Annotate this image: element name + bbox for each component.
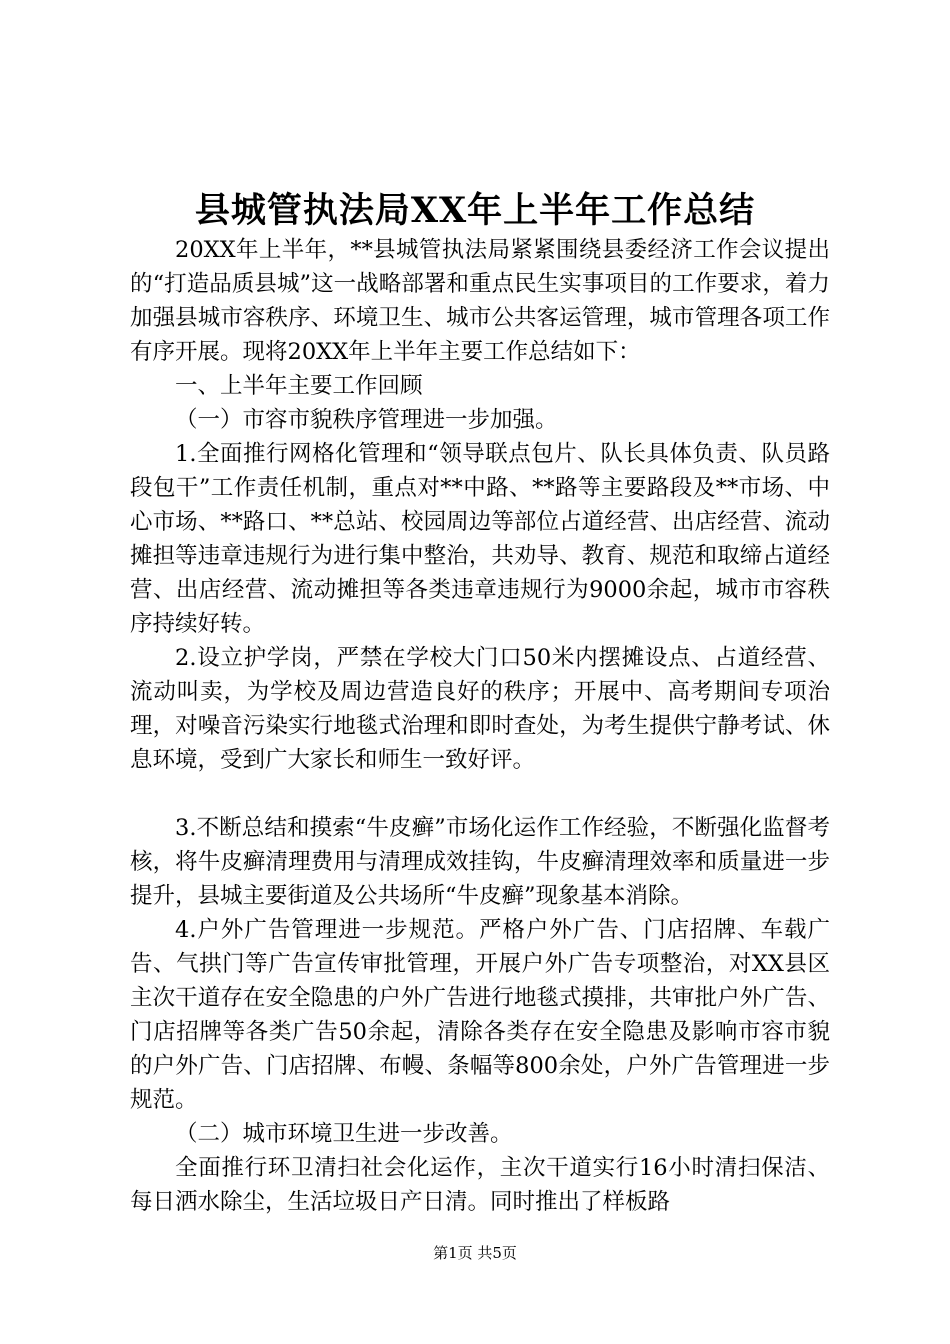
document-body <box>130 233 830 1219</box>
paragraph-item-4: 4.户外广告管理进一步规范。严格户外广告、门店招牌、车载广告、气拱门等广告宣传审批管理，开展户外广告专项整治，对XX县区主次干道存在安全隐患的户外广告进行地毯式摸排，共审批户外广告、门店招牌等各类广告50余起，清除各类存在安全隐患及影响市容市貌的户外广告、门店招牌、布幔、条幅等800余处，户外广告管理进一步规范。 <box>130 917 830 1113</box>
page-footer: 第1页 共5页 <box>433 1244 517 1262</box>
blank-line <box>130 777 830 811</box>
subsection-heading: （二）城市环境卫生进一步改善。 <box>175 1121 513 1147</box>
subsection-heading: （一）市容市貌秩序管理进一步加强。 <box>175 407 558 433</box>
section-heading: 一、上半年主要工作回顾 <box>175 373 423 399</box>
paragraph-item-1: 1.全面推行网格化管理和“领导联点包片、队长具体负责、队员路段包干”工作责任机制，重点对**中路、**路等主要路段及**市场、中心市场、**路口、**总站、校园周边等部位占道经营、出店经营、流动摊担等违章违规行为进行集中整治，共劝导、教育、规范和取缔占道经营、出店经营、流动摊担等各类违章违规行为9000余起，城市市容秩序持续好转。 <box>130 441 830 637</box>
paragraph-sanitation: 全面推行环卫清扫社会化运作，主次干道实行16小时清扫保洁、每日洒水除尘，生活垃圾日产日清。同时推出了样板路 <box>130 1155 830 1215</box>
paragraph-item-3: 3.不断总结和摸索“牛皮癣”市场化运作工作经验，不断强化监督考核，将牛皮癣清理费用与清理成效挂钩，牛皮癣清理效率和质量进一步提升，县城主要街道及公共场所“牛皮癣”现象基本消除。 <box>130 815 830 909</box>
document-title: 县城管执法局XX年上半年工作总结 <box>194 190 756 231</box>
paragraph-intro: 20XX年上半年，**县城管执法局紧紧围绕县委经济工作会议提出的“打造品质县城”这一战略部署和重点民生实事项目的工作要求，着力加强县城市容秩序、环境卫生、城市公共客运管理，城市管理各项工作有序开展。现将20XX年上半年主要工作总结如下： <box>130 237 830 365</box>
paragraph-item-2: 2.设立护学岗，严禁在学校大门口50米内摆摊设点、占道经营、流动叫卖，为学校及周边营造良好的秩序；开展中、高考期间专项治理，对噪音污染实行地毯式治理和即时查处，为考生提供宁静考试、休息环境，受到广大家长和师生一致好评。 <box>130 645 830 773</box>
